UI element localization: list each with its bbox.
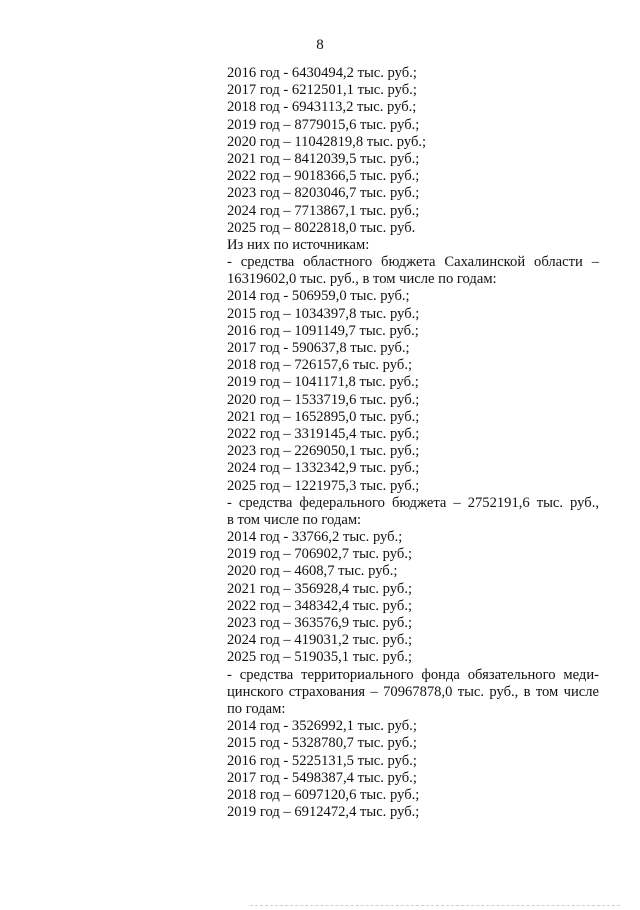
funding-year-line: 2025 год – 8022818,0 тыс. руб. bbox=[227, 219, 416, 236]
federal-year-line: 2021 год – 356928,4 тыс. руб.; bbox=[227, 580, 413, 597]
regional-budget-intro: 16319602,0 тыс. руб., в том числе по годам: bbox=[227, 271, 497, 288]
federal-year-line: 2022 год – 348342,4 тыс. руб.; bbox=[227, 597, 413, 614]
federal-year-line: 2025 год – 519035,1 тыс. руб.; bbox=[227, 649, 413, 666]
regional-year-line: 2014 год - 506959,0 тыс. руб.; bbox=[227, 288, 410, 305]
federal-year-line: 2024 год – 419031,2 тыс. руб.; bbox=[227, 632, 413, 649]
funding-year-line: 2022 год – 9018366,5 тыс. руб.; bbox=[227, 168, 420, 185]
fund-intro: - средства территориального фонда обязательного меди- bbox=[227, 666, 599, 683]
federal-year-line: 2020 год – 4608,7 тыс. руб.; bbox=[227, 563, 398, 580]
funding-year-line: 2017 год - 6212501,1 тыс. руб.; bbox=[227, 82, 417, 99]
funding-year-line: 2021 год – 8412039,5 тыс. руб.; bbox=[227, 150, 420, 167]
funding-year-line: 2020 год – 11042819,8 тыс. руб.; bbox=[227, 133, 427, 150]
fund-intro: цинского страхования – 70967878,0 тыс. руб., в том числе bbox=[227, 683, 599, 700]
regional-budget-intro: - средства областного бюджета Сахалинской области – bbox=[227, 254, 599, 271]
funding-year-line: 2019 год – 8779015,6 тыс. руб.; bbox=[227, 116, 420, 133]
federal-budget-intro: в том числе по годам: bbox=[227, 511, 362, 528]
regional-year-line: 2015 год – 1034397,8 тыс. руб.; bbox=[227, 305, 420, 322]
regional-year-line: 2019 год – 1041171,8 тыс. руб.; bbox=[227, 374, 419, 391]
fund-year-line: 2018 год – 6097120,6 тыс. руб.; bbox=[227, 786, 420, 803]
regional-year-line: 2018 год – 726157,6 тыс. руб.; bbox=[227, 357, 413, 374]
funding-year-line: 2024 год – 7713867,1 тыс. руб.; bbox=[227, 202, 420, 219]
fund-year-line: 2016 год - 5225131,5 тыс. руб.; bbox=[227, 752, 417, 769]
federal-year-line: 2019 год – 706902,7 тыс. руб.; bbox=[227, 546, 413, 563]
fund-year-line: 2015 год - 5328780,7 тыс. руб.; bbox=[227, 735, 417, 752]
fund-year-line: 2014 год - 3526992,1 тыс. руб.; bbox=[227, 718, 417, 735]
page-number: 8 bbox=[316, 37, 324, 53]
regional-year-line: 2023 год – 2269050,1 тыс. руб.; bbox=[227, 443, 420, 460]
fund-year-line: 2017 год - 5498387,4 тыс. руб.; bbox=[227, 769, 417, 786]
federal-year-line: 2023 год – 363576,9 тыс. руб.; bbox=[227, 615, 413, 631]
fund-intro: по годам: bbox=[227, 700, 286, 717]
federal-year-line: 2014 год - 33766,2 тыс. руб.; bbox=[227, 529, 403, 546]
federal-budget-intro: - средства федерального бюджета – 2752191,6 тыс. руб., bbox=[227, 494, 599, 511]
regional-year-line: 2020 год – 1533719,6 тыс. руб.; bbox=[227, 391, 420, 408]
regional-year-line: 2025 год – 1221975,3 тыс. руб.; bbox=[227, 477, 420, 494]
regional-year-line: 2017 год - 590637,8 тыс. руб.; bbox=[227, 340, 410, 356]
fund-year-line: 2019 год – 6912472,4 тыс. руб.; bbox=[227, 804, 420, 821]
funding-year-line: 2018 год - 6943113,2 тыс. руб.; bbox=[227, 99, 417, 116]
page-bottom-rule bbox=[250, 905, 620, 906]
document-body bbox=[227, 65, 599, 821]
funding-year-line: 2023 год – 8203046,7 тыс. руб.; bbox=[227, 185, 420, 202]
regional-year-line: 2021 год – 1652895,0 тыс. руб.; bbox=[227, 408, 420, 425]
regional-year-line: 2022 год – 3319145,4 тыс. руб.; bbox=[227, 425, 420, 442]
regional-year-line: 2016 год – 1091149,7 тыс. руб.; bbox=[227, 322, 419, 339]
sources-heading: Из них по источникам: bbox=[227, 236, 370, 253]
regional-year-line: 2024 год – 1332342,9 тыс. руб.; bbox=[227, 460, 420, 477]
funding-year-line: 2016 год - 6430494,2 тыс. руб.; bbox=[227, 65, 417, 81]
